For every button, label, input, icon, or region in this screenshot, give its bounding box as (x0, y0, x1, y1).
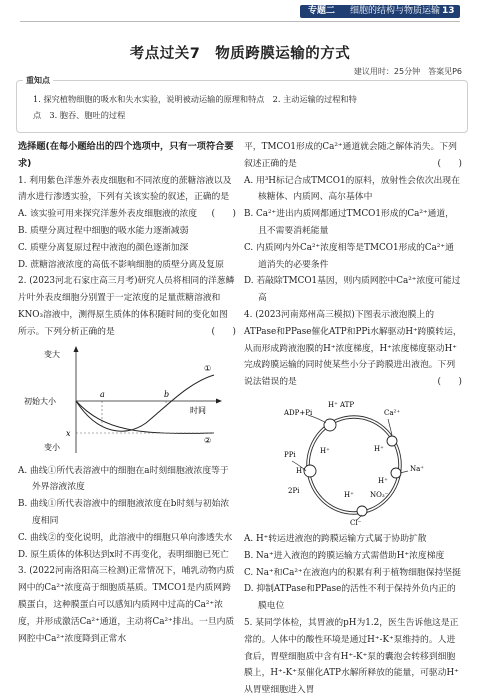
question-3-continued: 平，TMCO1形成的Ca²⁺通道就会随之解体消失。下列叙述正确的是 ( ) (244, 142, 462, 169)
question-2-stem: 2. (2023河北石家庄高三月考)研究人员将相同的洋葱鳞片叶外表皮细胞分别置于一定浓度的足量蔗糖溶液和KNO₃溶液中，测得原生质体的体积随时间的变化如图所示。下列分析正确的是 ( ) (18, 276, 236, 337)
question-4-stem: 4. (2023河南郑州高三模拟)下图表示液泡膜上的ATPase和PPase催化ATP和PPi水解驱动H⁺跨膜转运，从而形成跨液泡膜的H⁺浓度梯度，H⁺浓度梯度驱动H⁺完成跨膜运输的同时使某些小分子跨膜进出液泡。下列说法错误的是 ( ) (244, 309, 462, 388)
atpase-protein (324, 419, 336, 431)
label-time: 时间 (190, 405, 206, 415)
question-1-option-a: A. 该实验可用来探究洋葱外表皮细胞液的浓度 (18, 209, 198, 220)
label-h-1: H⁺ (328, 400, 338, 409)
header-chapter: 细胞的结构与物质运输 (350, 6, 441, 16)
focus-box (16, 76, 468, 133)
question-3-option-a: A. 用³H标记合成TMCO1的原料，放射性会依次出现在核糖体、内质网、高尔基体中 (244, 175, 460, 203)
tick-a: a (100, 389, 105, 399)
ca-transporter (387, 436, 397, 446)
page-title: 考点过关7 物质跨膜运输的方式 (129, 46, 351, 62)
question-1-option-d: D. 蔗糖溶液浓度的高低不影响细胞的质壁分离及复原 (18, 259, 224, 270)
vacuole-membrane-diagram (244, 393, 458, 529)
label-atp: ATP (340, 400, 355, 409)
question-2-option-b: B. 曲线①所代表溶液中的细胞液浓度在b时刻与初始浓度相同 (18, 499, 230, 526)
question-3-option-b: B. Ca²⁺进出内质网都通过TMCO1形成的Ca²⁺通道，且不需要消耗能量 (244, 209, 454, 236)
label-cl: Cl⁻ (350, 518, 362, 527)
header-divider (20, 21, 460, 22)
left-column (18, 139, 236, 647)
right-column (244, 139, 462, 699)
question-3-stem: 3. (2022河南洛阳高三检测)正常情况下，哺乳动物内质网中的Ca²⁺浓度高于细胞质基质。TMCO1是内质网跨膜蛋白，这种膜蛋白可以感知内质网中过高的Ca²⁺浓度，并形成激活Ca²⁺通道，主动将Ca²⁺排出。一旦内质网腔中Ca²⁺浓度降到正常水 (18, 566, 235, 644)
question-3-option-d: D. 若敲除TMCO1基因，则内质网腔中Ca²⁺浓度可能过高 (244, 276, 461, 304)
question-2-option-a: A. 曲线①所代表溶液中的细胞在a时刻细胞液浓度等于外界溶液浓度 (18, 465, 229, 493)
label-h-6: H⁺ (344, 490, 354, 499)
label-initial: 初始大小 (24, 396, 56, 406)
y-axis-arrow (74, 346, 79, 352)
protoplast-volume-chart (18, 343, 228, 461)
question-4-option-a: A. H⁺转运进液泡的跨膜运输方式属于协助扩散 (244, 533, 427, 544)
label-no3: NO₃⁻ (370, 490, 389, 499)
label-smaller: 变小 (44, 442, 60, 452)
label-na: Na⁺ (410, 464, 424, 473)
focus-tag: 重知点 (23, 75, 53, 86)
curve-1 (76, 375, 214, 431)
page-header (0, 0, 480, 20)
label-h-4: H⁺ (374, 444, 384, 453)
label-h-2: H⁺ (296, 466, 306, 475)
label-bigger: 变大 (44, 349, 60, 359)
label-2pi: 2Pi (288, 486, 300, 495)
time-info: 建议用时：25分钟 答案见P6 (353, 67, 462, 76)
header-bar (300, 5, 460, 18)
arrow-atp (308, 415, 326, 423)
label-h-5: H⁺ (378, 476, 388, 485)
label-curve-1: ① (204, 363, 212, 373)
tick-x: x (66, 428, 71, 438)
question-1-stem: 1. 利用紫色洋葱外表皮细胞和不同浓度的蔗糖溶液以及清水进行渗透实验，下列有关该实验的叙述，正确的是 ( ) (18, 175, 236, 220)
label-curve-2: ② (204, 435, 212, 445)
question-3-option-c: C. 内质网内外Ca²⁺浓度相等是TMCO1形成的Ca²⁺通道消失的必要条件 (244, 242, 454, 270)
label-adp-pi: ADP+Pi (284, 408, 313, 417)
tick-b: b (164, 389, 170, 399)
section-title: 选择题(在每小题给出的四个选项中，只有一项符合要求) (18, 141, 234, 169)
question-2-option-c: C. 曲线②的变化说明，此溶液中的细胞只单向渗透失水 (18, 532, 233, 543)
question-1-option-b: B. 质壁分离过程中细胞的吸水能力逐渐减弱 (18, 225, 189, 236)
label-ca: Ca²⁺ (384, 408, 401, 417)
question-4-option-c: C. Na⁺和Ca²⁺在液泡内的积累有利于植物细胞保持坚挺 (244, 567, 461, 578)
label-h-3: H⁺ (320, 446, 330, 455)
question-2-option-d: D. 原生质体的体积达到x时不再变化，表明细胞已死亡 (18, 549, 229, 560)
header-section: 专题二 (308, 6, 336, 16)
question-4-option-d: D. 抑制ATPase和PPase的活性不利于保持外负内正的膜电位 (244, 584, 456, 612)
question-1-option-c: C. 质壁分离复原过程中液泡的颜色逐渐加深 (18, 242, 189, 253)
x-axis-arrow (216, 398, 222, 403)
na-transporter (391, 468, 401, 478)
focus-line-1: 1. 探究植物细胞的吸水和失水实验，说明被动运输的原理和特点 2. 主动运输的过程和特 (33, 94, 357, 104)
focus-line-2: 点 3. 胞吞、胞吐的过程 (33, 110, 126, 120)
question-4-option-b: B. Na⁺进入液泡的跨膜运输方式需借助H⁺浓度梯度 (244, 550, 445, 561)
anion-channel (357, 506, 367, 516)
label-ppi: PPi (284, 450, 296, 459)
question-5-stem: 5. 某同学体检，其胃液的pH为1.2，医生告诉他这是正常的。人体中的酸性环境是通过H⁺-K⁺泵维持的。人进食后，胃壁细胞质中含有H⁺-K⁺泵的囊泡会转移到细胞膜上，H⁺-K⁺泵催化ATP水解所释放的能量，可驱动H⁺从胃壁细胞进入胃 (244, 617, 459, 696)
page-number: 13 (442, 6, 455, 16)
